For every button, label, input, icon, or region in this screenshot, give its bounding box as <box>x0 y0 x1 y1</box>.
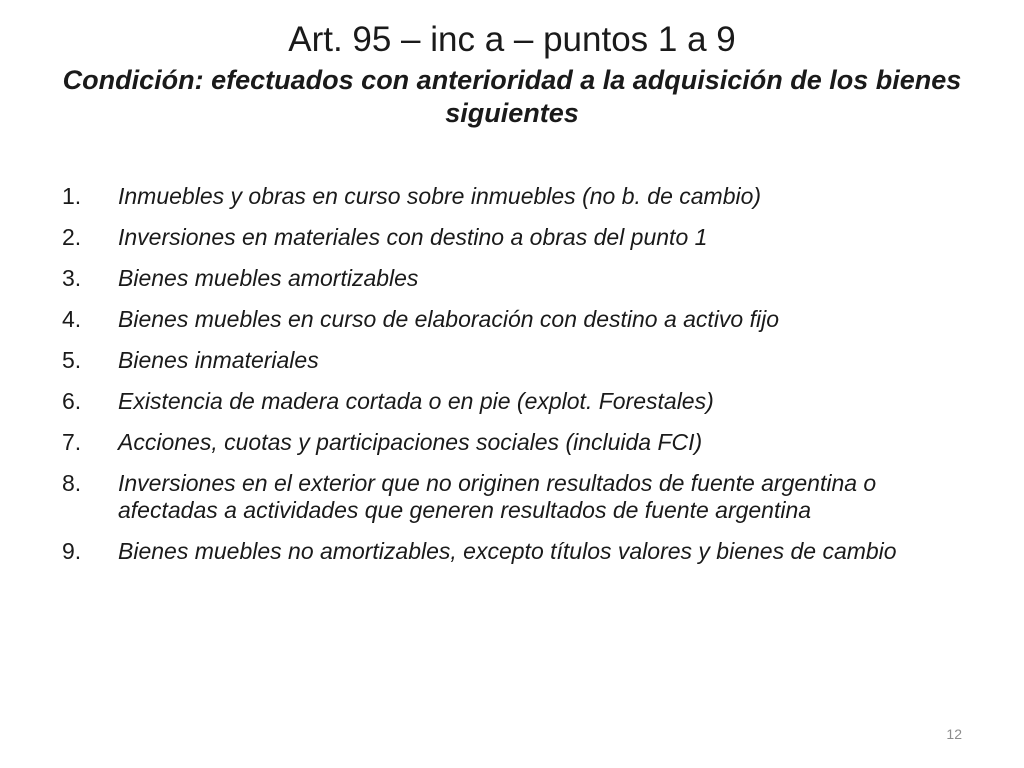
list-item-number: 5. <box>62 347 82 373</box>
slide-title: Art. 95 – inc a – puntos 1 a 9 <box>288 20 736 59</box>
list-item <box>62 265 962 292</box>
list-item <box>62 470 962 524</box>
title-block <box>60 18 964 130</box>
list-item-text: Existencia de madera cortada o en pie (explot. Forestales) <box>118 388 714 414</box>
list-item-text: Inmuebles y obras en curso sobre inmuebles (no b. de cambio) <box>118 183 762 209</box>
list-item <box>62 183 962 210</box>
list-item-number: 6. <box>62 388 82 414</box>
list-item-number: 2. <box>62 224 82 250</box>
list-item-text: Bienes muebles amortizables <box>118 265 419 291</box>
slide-subtitle: Condición: efectuados con anterioridad a la adquisición de los bienes siguientes <box>62 65 962 128</box>
list-item <box>62 538 962 565</box>
list-item-text: Acciones, cuotas y participaciones sociales (incluida FCI) <box>118 429 703 455</box>
page-number: 12 <box>946 726 962 742</box>
list-item-text: Bienes muebles en curso de elaboración con destino a activo fijo <box>118 306 780 332</box>
list-item-number: 9. <box>62 538 82 564</box>
list-item-number: 8. <box>62 470 82 496</box>
list-item <box>62 306 962 333</box>
list-item-text: Bienes inmateriales <box>118 347 319 373</box>
list-item-number: 4. <box>62 306 82 332</box>
list-item-number: 3. <box>62 265 82 291</box>
list-item <box>62 429 962 456</box>
list-item-number: 1. <box>62 183 82 209</box>
list-item-text: Inversiones en el exterior que no originen resultados de fuente argentina o afectadas a actividades que generen resultados de fuente argentina <box>118 470 877 523</box>
list-item-text: Inversiones en materiales con destino a obras del punto 1 <box>118 224 708 250</box>
list-item-text: Bienes muebles no amortizables, excepto títulos valores y bienes de cambio <box>118 538 897 564</box>
list-item <box>62 224 962 251</box>
list-item-number: 7. <box>62 429 82 455</box>
list-item <box>62 347 962 374</box>
list-item <box>62 388 962 415</box>
numbered-list <box>62 183 962 579</box>
